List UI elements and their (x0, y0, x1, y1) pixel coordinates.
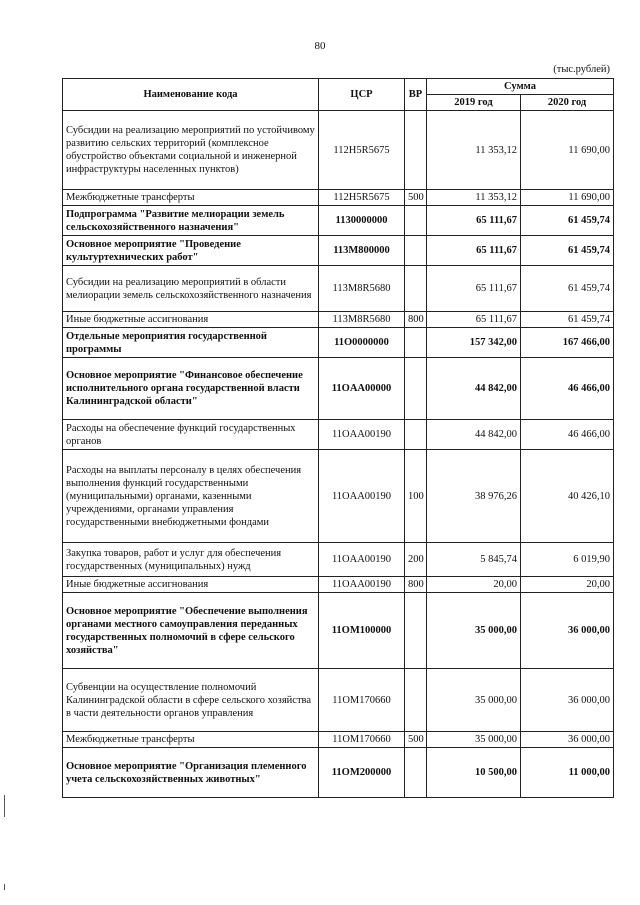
row-2020-cell: 36 000,00 (521, 593, 614, 669)
row-csr-cell: 11OAA00190 (319, 543, 405, 577)
row-2020-cell: 11 000,00 (521, 748, 614, 798)
row-csr-cell: 11OM170660 (319, 732, 405, 748)
row-name-cell: Основное мероприятие "Проведение культуртехнических работ" (63, 236, 319, 266)
table-row (63, 748, 614, 798)
row-csr-cell: 113M8R5680 (319, 266, 405, 312)
row-csr-cell: 11OAA00000 (319, 358, 405, 420)
row-2019-cell: 35 000,00 (427, 593, 521, 669)
table-row (63, 577, 614, 593)
table-row (63, 328, 614, 358)
row-2019-cell: 65 111,67 (427, 266, 521, 312)
table-row (63, 543, 614, 577)
table-row (63, 312, 614, 328)
table-row (63, 266, 614, 312)
row-name-cell: Субвенции на осуществление полномочий Калининградской области в сфере сельского хозяйства в части деятельности органов управления (63, 669, 319, 732)
row-2019-cell: 65 111,67 (427, 236, 521, 266)
row-2020-cell: 61 459,74 (521, 266, 614, 312)
row-2020-cell: 61 459,74 (521, 206, 614, 236)
row-csr-cell: 11O0000000 (319, 328, 405, 358)
row-2019-cell: 65 111,67 (427, 312, 521, 328)
row-2019-cell: 20,00 (427, 577, 521, 593)
row-name-cell: Подпрограмма "Развитие мелиорации земель сельскохозяйственного назначения" (63, 206, 319, 236)
row-2020-cell: 11 690,00 (521, 190, 614, 206)
header-csr: ЦСР (319, 79, 405, 111)
table-row (63, 593, 614, 669)
table-row (63, 236, 614, 266)
table-row (63, 358, 614, 420)
row-name-cell: Основное мероприятие "Обеспечение выполнения органами местного самоуправления переданных государственных полномочий в сфере сельского хозяйства" (63, 593, 319, 669)
row-2020-cell: 11 690,00 (521, 111, 614, 190)
row-vr-cell: 800 (405, 577, 427, 593)
row-2020-cell: 6 019,90 (521, 543, 614, 577)
row-vr-cell: 200 (405, 543, 427, 577)
row-vr-cell (405, 236, 427, 266)
row-csr-cell: 11OM200000 (319, 748, 405, 798)
row-2020-cell: 46 466,00 (521, 420, 614, 450)
row-name-cell: Иные бюджетные ассигнования (63, 312, 319, 328)
row-csr-cell: 1130000000 (319, 206, 405, 236)
budget-table (62, 78, 614, 798)
row-csr-cell: 11OAA00190 (319, 577, 405, 593)
table-row (63, 420, 614, 450)
table-row (63, 669, 614, 732)
row-vr-cell (405, 328, 427, 358)
row-2020-cell: 36 000,00 (521, 669, 614, 732)
row-name-cell: Иные бюджетные ассигнования (63, 577, 319, 593)
page-number: 80 (314, 40, 326, 52)
row-2020-cell: 40 426,10 (521, 450, 614, 543)
row-csr-cell: 11OAA00190 (319, 420, 405, 450)
table-row (63, 450, 614, 543)
row-name-cell: Закупка товаров, работ и услуг для обеспечения государственных (муниципальных) нужд (63, 543, 319, 577)
row-vr-cell (405, 420, 427, 450)
row-2019-cell: 5 845,74 (427, 543, 521, 577)
table-row (63, 206, 614, 236)
row-2020-cell: 167 466,00 (521, 328, 614, 358)
margin-mark (4, 795, 5, 817)
row-csr-cell: 113M8R5680 (319, 312, 405, 328)
row-vr-cell: 500 (405, 732, 427, 748)
header-vr: ВР (405, 79, 427, 111)
row-vr-cell (405, 593, 427, 669)
row-vr-cell (405, 669, 427, 732)
header-2019: 2019 год (427, 95, 521, 111)
row-csr-cell: 112H5R5675 (319, 111, 405, 190)
row-2019-cell: 44 842,00 (427, 420, 521, 450)
row-2020-cell: 46 466,00 (521, 358, 614, 420)
row-2020-cell: 61 459,74 (521, 236, 614, 266)
row-name-cell: Основное мероприятие "Организация племенного учета сельскохозяйственных животных" (63, 748, 319, 798)
units-label: (тыс.рублей) (553, 64, 610, 75)
header-sum: Сумма (427, 79, 614, 95)
row-vr-cell (405, 748, 427, 798)
row-2019-cell: 11 353,12 (427, 190, 521, 206)
row-vr-cell: 500 (405, 190, 427, 206)
header-name: Наименование кода (63, 79, 319, 111)
table-body (63, 111, 614, 798)
row-name-cell: Межбюджетные трансферты (63, 190, 319, 206)
header-2020: 2020 год (521, 95, 614, 111)
row-vr-cell: 800 (405, 312, 427, 328)
row-2019-cell: 65 111,67 (427, 206, 521, 236)
row-name-cell: Субсидии на реализацию мероприятий по устойчивому развитию сельских территорий (комплексное обустройство объектами социальной и инженерной инфраструктуры населенных пунктов) (63, 111, 319, 190)
table-row (63, 190, 614, 206)
row-2019-cell: 10 500,00 (427, 748, 521, 798)
row-2019-cell: 44 842,00 (427, 358, 521, 420)
row-csr-cell: 11OAA00190 (319, 450, 405, 543)
row-2020-cell: 36 000,00 (521, 732, 614, 748)
row-vr-cell (405, 206, 427, 236)
row-name-cell: Отдельные мероприятия государственной программы (63, 328, 319, 358)
row-2020-cell: 20,00 (521, 577, 614, 593)
margin-mark (4, 884, 5, 890)
row-name-cell: Расходы на выплаты персоналу в целях обеспечения выполнения функций государственными (муниципальными) органами, казенными учреждениями, органами управления государственными внебюджетными фондами (63, 450, 319, 543)
table-row (63, 111, 614, 190)
row-2019-cell: 35 000,00 (427, 732, 521, 748)
row-name-cell: Межбюджетные трансферты (63, 732, 319, 748)
row-vr-cell (405, 111, 427, 190)
row-vr-cell: 100 (405, 450, 427, 543)
row-name-cell: Субсидии на реализацию мероприятий в области мелиорации земель сельскохозяйственного назначения (63, 266, 319, 312)
row-csr-cell: 113M800000 (319, 236, 405, 266)
row-2019-cell: 38 976,26 (427, 450, 521, 543)
row-name-cell: Расходы на обеспечение функций государственных органов (63, 420, 319, 450)
table-row (63, 732, 614, 748)
row-name-cell: Основное мероприятие "Финансовое обеспечение исполнительного органа государственной власти Калининградской области" (63, 358, 319, 420)
row-2019-cell: 11 353,12 (427, 111, 521, 190)
row-2019-cell: 157 342,00 (427, 328, 521, 358)
row-2019-cell: 35 000,00 (427, 669, 521, 732)
row-vr-cell (405, 358, 427, 420)
row-2020-cell: 61 459,74 (521, 312, 614, 328)
row-csr-cell: 11OM100000 (319, 593, 405, 669)
row-csr-cell: 112H5R5675 (319, 190, 405, 206)
row-vr-cell (405, 266, 427, 312)
row-csr-cell: 11OM170660 (319, 669, 405, 732)
